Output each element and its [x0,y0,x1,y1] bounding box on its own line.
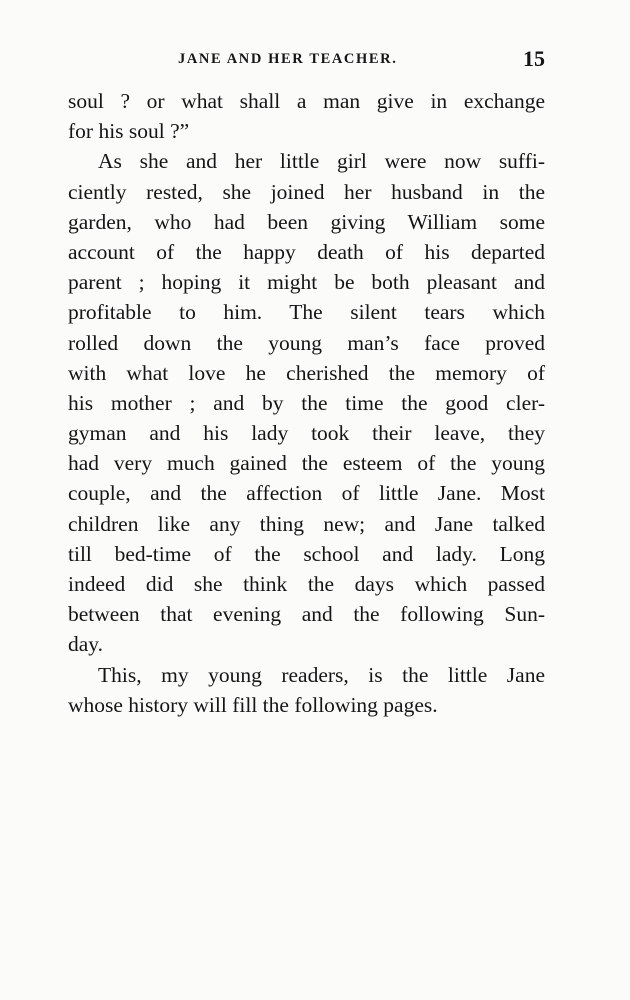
text-line: day. [68,632,104,657]
text-line: with what love he cherished the memory of [68,360,545,385]
text-line: for his soul ?” [68,119,190,144]
text-line: profitable to him. The silent tears which [68,300,545,325]
text-line: parent ; hoping it might be both pleasant and [68,270,545,295]
text-line: garden, who had been giving William some [68,209,545,234]
text-line: rolled down the young man’s face proved [68,330,545,355]
text-line: couple, and the affection of little Jane. Most [68,481,545,506]
text-line: his mother ; and by the time the good cler- [68,390,545,415]
running-head-title: JANE AND HER TEACHER. [178,51,398,67]
text-line: had very much gained the esteem of the young [68,451,545,476]
text-line: whose history will fill the following pages. [68,692,438,717]
text-line: between that evening and the following Sun- [68,602,545,627]
text-line: This, my young readers, is the little Jane [98,662,545,687]
text-line: children like any thing new; and Jane talked [68,511,545,536]
text-line: till bed-time of the school and lady. Long [68,541,545,566]
text-line: gyman and his lady took their leave, they [68,421,545,446]
text-line: As she and her little girl were now suffi- [98,149,545,174]
text-line: ciently rested, she joined her husband in the [68,179,545,204]
text-line: account of the happy death of his departed [68,239,545,264]
running-head [68,48,545,74]
text-line: indeed did she think the days which passed [68,572,545,596]
body-text [68,86,545,720]
page-number: 15 [523,46,545,71]
text-line: soul ? or what shall a man give in exchange [68,89,545,113]
